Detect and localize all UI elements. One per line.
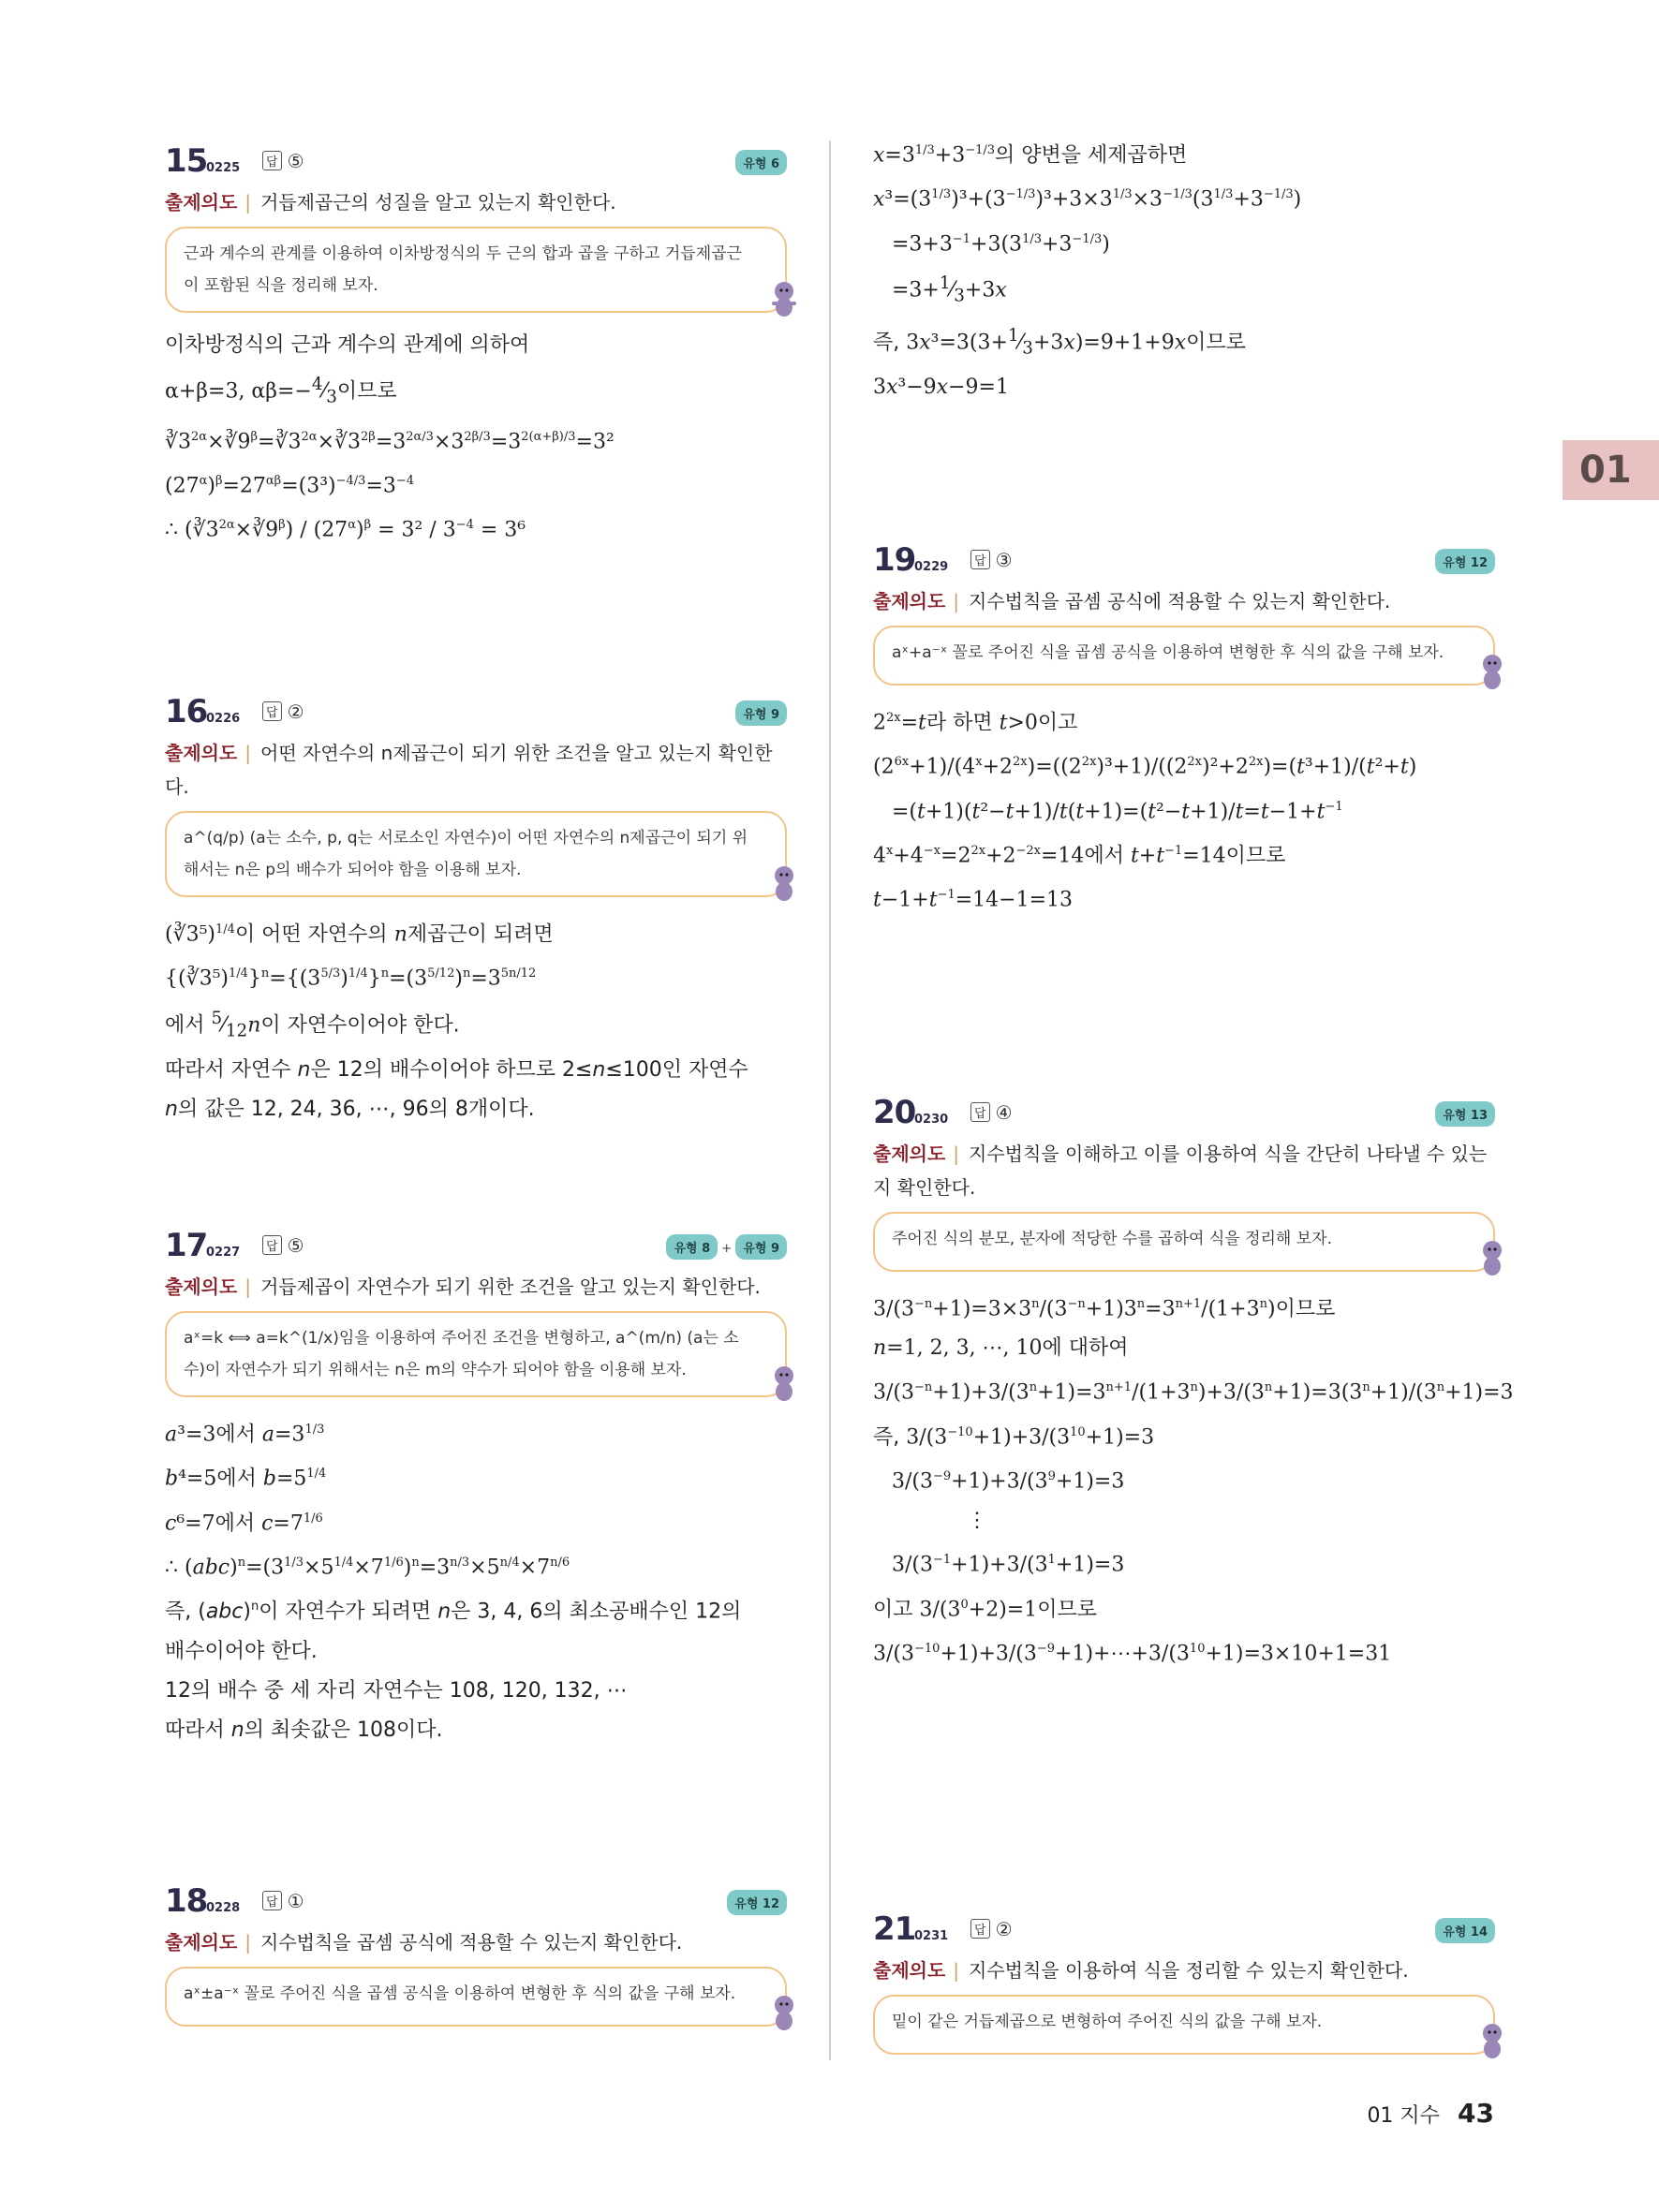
problem-number: 21 (873, 1910, 916, 1948)
answer: 답 ⑤ (262, 1234, 304, 1257)
problem-header (873, 1910, 1495, 1952)
solution: (∛3⁵)$^{1/4}$이 어떤 자연수의 n제곱근이 되려면 $\{(∛3^5)^{1/4}\}^n=\{(3^{5/3})^{1/4}\}^n=(3^{5/12})^n=3^{5n/12}$ 에서 $^5⁄_{12}n$이 자연수이어야 한다. 따라서 자연수 n은 12의 배수이어야 하므로 2≤n≤100인 자연수 n의 값은 12, 24, 36, ⋯, 96의 8개이다. (165, 922, 748, 1122)
answer-label-icon: 답 (970, 1919, 990, 1939)
type-tag: 유형 8 (666, 1234, 718, 1260)
problem-20 (873, 1094, 1514, 1674)
problem-number: 15 (165, 142, 208, 180)
chapter-title: 01 지수 (1367, 2104, 1440, 2128)
type-tag: 유형 14 (1435, 1918, 1495, 1943)
problem-code: 0229 (914, 560, 949, 574)
hint-box: aˣ+a⁻ˣ 꼴로 주어진 식을 곱셈 공식을 이용하여 변형한 후 식의 값을 구해 보자. (873, 626, 1495, 686)
type-tag: 유형 12 (727, 1890, 787, 1915)
hint-box: aˣ±a⁻ˣ 꼴로 주어진 식을 곱셈 공식을 이용하여 변형한 후 식의 값을 구해 보자. (165, 1967, 787, 2027)
problem-19 (873, 541, 1495, 921)
problem-number: 18 (165, 1882, 208, 1920)
answer-label-icon: 답 (970, 550, 990, 569)
mascot-icon (1478, 652, 1506, 691)
mascot-icon (770, 279, 798, 318)
type-tag: 유형 6 (735, 150, 787, 175)
hint-box: 근과 계수의 관계를 이용하여 이차방정식의 두 근의 합과 곱을 구하고 거듭제곱근이 포함된 식을 정리해 보자. (165, 227, 787, 313)
answer: 답 ③ (970, 549, 1013, 571)
mascot-icon (770, 863, 798, 903)
mascot-icon (1478, 2021, 1506, 2060)
mascot-icon (770, 1364, 798, 1403)
solution: 이차방정식의 근과 계수의 관계에 의하여 α+β=3, $\alpha\beta=-^4⁄_3$이므로 $∛3^{2\alpha}\times∛9^\beta=∛3^{2\alpha}\times∛3^{2\beta}=3^{2\alpha/3}\times 3^{2\beta/3}=3^{2(\alpha+\beta)/3}=3^2$ $(27^\alpha)^\beta=27^{\alpha\beta}=(3^3)^{-4/3}=3^{-4}$ ∴ $(∛3^{2\alpha}\times∛9^\beta) / (27^\alpha)^\beta = 3^2 / 3^{-4} = 3^6$ (165, 333, 615, 542)
intent: 출제의도 | 지수법칙을 곱셈 공식에 적용할 수 있는지 확인한다. (165, 1931, 683, 1954)
problem-header (165, 1882, 787, 1924)
intent: 출제의도 | 지수법칙을 이용하여 식을 정리할 수 있는지 확인한다. (873, 1959, 1409, 1982)
problem-number: 19 (873, 541, 916, 579)
problem-code: 0230 (914, 1113, 949, 1127)
hint-box: a^(q/p) (a는 소수, p, q는 서로소인 자연수)이 어떤 자연수의 n제곱근이 되기 위해서는 n은 p의 배수가 되어야 함을 이용해 보자. (165, 811, 787, 897)
problem-18-solution (873, 131, 1495, 407)
problem-code: 0228 (206, 1901, 241, 1915)
problem-number: 16 (165, 693, 208, 730)
intent: 출제의도 | 지수법칙을 곱셈 공식에 적용할 수 있는지 확인한다. (873, 590, 1391, 612)
column-divider (829, 140, 831, 2060)
page-number: 43 (1458, 2098, 1494, 2129)
answer: 답 ① (262, 1890, 304, 1912)
chapter-side-tab: 01 (1563, 440, 1659, 500)
type-tags: 유형 8 + 유형 9 (666, 1234, 787, 1260)
problem-17 (165, 1227, 787, 1750)
problem-15 (165, 142, 787, 551)
problem-16 (165, 693, 787, 1129)
answer-label-icon: 답 (262, 1235, 282, 1255)
solution: $2^{2x}=t$라 하면 t>0이고 $(2^{6x}+1)/(4^x+2^{2x})=((2^{2x})^3+1)/((2^{2x})^2+2^{2x})=(t^3+1)/(t^2+t)$ $=(t+1)(t^2-t+1)/t(t+1)=(t^2-t+1)/t=t-1+t^{-1}$ $4^x+4^{-x}=2^{2x}+2^{-2x}=14$에서 $t+t^{-1}=14$이므로 $t-1+t^{-1}=14-1=13$ (873, 711, 1417, 912)
solution: $x=3^{1/3}+3^{-1/3}$의 양변을 세제곱하면 $x^3=(3^{1/3})^3+(3^{-1/3})^3+3\times 3^{1/3}\times 3^{-1/3}(3^{1/3}+3^{-1/3})$ $=3+3^{-1}+3(3^{1/3}+3^{-1/3})$ $=3+^1⁄_3+3x$ 즉, $3x^3=3(3+^1⁄_3+3x)=9+1+9x$이므로 3x³−9x−9=1 (873, 143, 1302, 400)
answer-label-icon: 답 (262, 151, 282, 170)
problem-code: 0231 (914, 1929, 949, 1943)
intent: 출제의도 | 지수법칙을 이해하고 이를 이용하여 식을 간단히 나타낼 수 있는지 확인한다. (873, 1143, 1488, 1199)
mascot-icon (1478, 1238, 1506, 1277)
answer: 답 ② (970, 1918, 1013, 1940)
problem-header (165, 693, 787, 734)
solution: a³=3에서 $a=3^{1/3}$ b⁴=5에서 $b=5^{1/4}$ c⁶=7에서 $c=7^{1/6}$ ∴ $(abc)^n=(3^{1/3}\times 5^{1/4}\times 7^{1/6})^n=3^{n/3}\times 5^{n/4}\times 7^{n/6}$ 즉, (abc)$^n$이 자연수가 되려면 n은 3, 4, 6의 최소공배수인 12의 배수이어야 한다. 12의 배수 중 세 자리 자연수는 108, 120, 132, ⋯ 따라서 n의 최솟값은 108이다. (165, 1423, 742, 1742)
problem-number: 20 (873, 1094, 916, 1131)
problem-21 (873, 1910, 1495, 2055)
problem-18 (165, 1882, 787, 2027)
problem-header (873, 1094, 1495, 1135)
answer: 답 ② (262, 700, 304, 723)
answer-label-icon: 답 (262, 1891, 282, 1910)
page-footer (1367, 2098, 1494, 2129)
problem-code: 0225 (206, 161, 241, 175)
intent: 출제의도 | 어떤 자연수의 n제곱근이 되기 위한 조건을 알고 있는지 확인한다. (165, 742, 773, 798)
intent: 출제의도 | 거듭제곱이 자연수가 되기 위한 조건을 알고 있는지 확인한다. (165, 1276, 761, 1298)
type-tag: 유형 9 (735, 700, 787, 726)
hint-box: aˣ=k ⟺ a=k^(1/x)임을 이용하여 주어진 조건을 변형하고, a^(m/n) (a는 소수)이 자연수가 되기 위해서는 n은 m의 약수가 되어야 함을 이용해 보자. (165, 1311, 787, 1397)
problem-header (873, 541, 1495, 582)
answer-label-icon: 답 (262, 701, 282, 721)
type-tag: 유형 9 (735, 1234, 787, 1260)
problem-code: 0226 (206, 712, 241, 726)
hint-box: 밑이 같은 거듭제곱으로 변형하여 주어진 식의 값을 구해 보자. (873, 1995, 1495, 2055)
answer: 답 ④ (970, 1101, 1013, 1124)
mascot-icon (770, 1993, 798, 2032)
problem-number: 17 (165, 1227, 208, 1264)
intent: 출제의도 | 거듭제곱근의 성질을 알고 있는지 확인한다. (165, 191, 616, 214)
hint-box: 주어진 식의 분모, 분자에 적당한 수를 곱하여 식을 정리해 보자. (873, 1212, 1495, 1272)
solution: $3/(3^{-n}+1)=3\times 3^n/(3^{-n}+1)3^n=3^{n+1}/(1+3^n)$이므로 n=1, 2, 3, ⋯, 10에 대하여 $3/(3^{-n}+1)+3/(3^n+1)=3^{n+1}/(1+3^n)+3/(3^n+1)=3(3^n+1)/(3^n+1)=3$ 즉, $3/(3^{-10}+1)+3/(3^{10}+1)=3$ $3/(3^{-9}+1)+3/(3^9+1)=3$ ⋮ $3/(3^{-1}+1)+3/(3^1+1)=3$ 이고 $3/(3^0+2)=1$이므로 $3/(3^{-10}+1)+3/(3^{-9}+1)+\cdots+3/(3^{10}+1)=3\times 10+1=31$ (873, 1297, 1514, 1666)
answer: 답 ⑤ (262, 150, 304, 172)
problem-header (165, 142, 787, 184)
problem-code: 0227 (206, 1246, 241, 1260)
answer-label-icon: 답 (970, 1102, 990, 1122)
type-tag: 유형 12 (1435, 549, 1495, 574)
problem-header (165, 1227, 787, 1268)
type-tag: 유형 13 (1435, 1101, 1495, 1127)
